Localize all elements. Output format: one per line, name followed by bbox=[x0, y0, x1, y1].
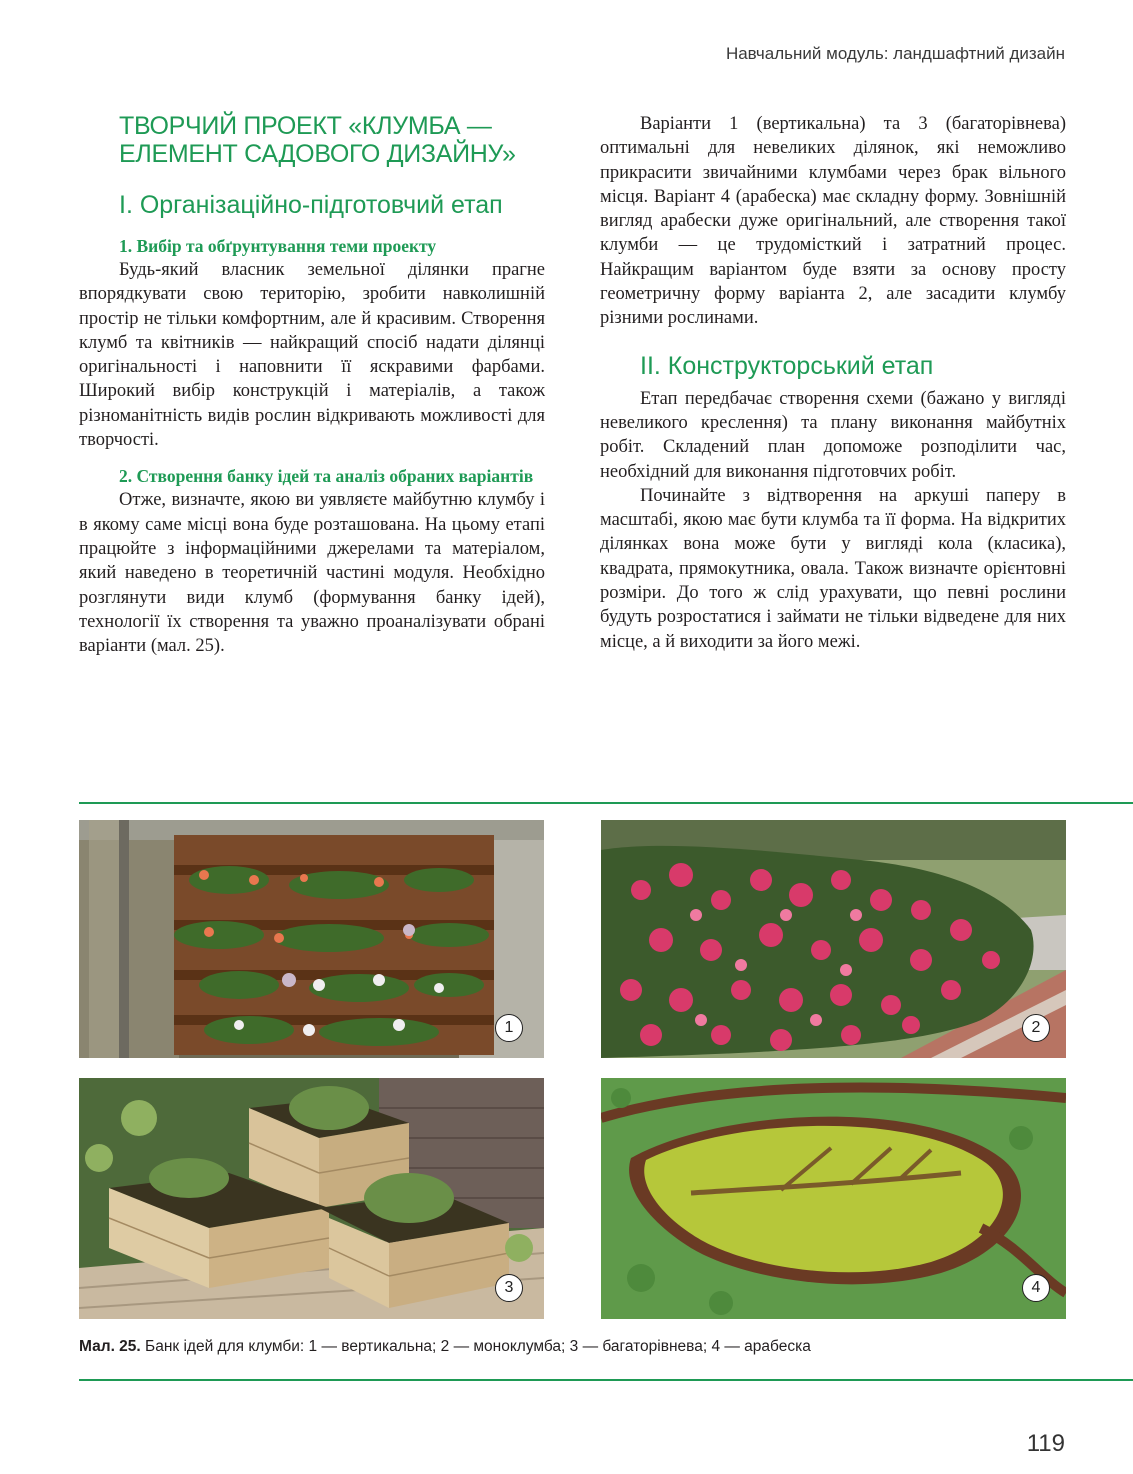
project-title-line-2: ЕЛЕМЕНТ САДОВОГО ДИЗАЙНУ» bbox=[119, 140, 516, 168]
figure-top-rule bbox=[79, 802, 1133, 804]
photo-number-4: 4 bbox=[1022, 1274, 1050, 1302]
project-title-line-1: ТВОРЧИЙ ПРОЕКТ «КЛУМБА — bbox=[119, 112, 492, 140]
subsection-2-text: Отже, визначте, якою ви уявляєте майбутню клумбу і в якому саме місці вона буде розташована. На цьому етапі працюйте з інформаційними джерелами та матеріалом, який наведено в теоретичній частині модуля. Необхідно розглянути види клумб (формування банку ідей), технології їх створення та уважно проаналізувати обрані варіанти (мал. 25). bbox=[79, 490, 545, 657]
subsection-2-title: 2. Створення банку ідей та аналіз обраних варіантів bbox=[119, 466, 534, 487]
photo-number-2: 2 bbox=[1022, 1014, 1050, 1042]
figure-caption bbox=[79, 1338, 811, 1356]
stage-2-paragraph-2: Починайте з відтворення на аркуші паперу в масштабі, якою має бути клумба та її форма. На відкритих ділянках вона може бути у вигляді кола (класика), квадрата, прямокутника, овала. Також визначте орієнтовні розміри. До того ж слід урахувати, що певні рослини будуть розростатися і займати не тільки відведене для них місце, а й виходити за його межі. bbox=[600, 485, 1066, 652]
photo-number-3: 3 bbox=[495, 1274, 523, 1302]
variants-paragraph: Варіанти 1 (вертикальна) та 3 (багаторівнева) оптимальні для невеликих ділянок, які неможливо прикрасити звичайними клумбами через брак вільного місця. Варіант 4 (арабеска) має складну форму. Зовнішній вигляд арабески дуже оригінальний, але створення такої клумби — це трудомісткий і затратний процес. Найкращим варіантом буде взяти за основу просту геометричну форму варіанта 2, але засадити клумбу різними рослинами. bbox=[600, 114, 1066, 329]
left-column bbox=[79, 112, 545, 658]
stage-1-title: I. Організаційно-підготовчий етап bbox=[119, 191, 503, 219]
stage-2-title: II. Конструкторський етап bbox=[640, 351, 934, 380]
photo-arabesque bbox=[601, 1078, 1066, 1319]
subsection-1-text: Будь-який власник земельної ділянки прагне впорядкувати свою територію, зробити навколишній простір не тільки комфортним, але й красивим. Створення клумб та квітників — найкращий спосіб надати ділянці оригінальності і наповнити її яскравими фарбами. Широкий вибір конструкцій і матеріалів, а також різноманітність видів рослин відкривають можливості для творчості. bbox=[79, 260, 545, 451]
figure-caption-label: Мал. 25. bbox=[79, 1338, 141, 1355]
figure-bottom-rule bbox=[79, 1379, 1133, 1381]
stage-2-paragraph-1: Етап передбачає створення схеми (бажано у вигляді невеликого креслення) та плану виконання майбутніх робіт. Складений план допоможе розподілити час, необхідний для виконання підготовчих робіт. bbox=[600, 388, 1066, 482]
running-head: Навчальний модуль: ландшафтний дизайн bbox=[725, 44, 1065, 63]
photo-number-1: 1 bbox=[495, 1014, 523, 1042]
photo-monobed bbox=[601, 820, 1066, 1058]
project-title bbox=[119, 112, 545, 168]
page-number: 119 bbox=[1026, 1430, 1065, 1457]
photo-vertical-flowerbed bbox=[79, 820, 544, 1058]
figure-caption-text: Банк ідей для клумби: 1 — вертикальна; 2 — моноклумба; 3 — багаторівнева; 4 — арабеска bbox=[140, 1338, 811, 1355]
subsection-1-title: 1. Вибір та обґрунтування теми проекту bbox=[119, 236, 437, 256]
photo-multilevel-bed bbox=[79, 1078, 544, 1319]
right-column bbox=[600, 112, 1066, 654]
